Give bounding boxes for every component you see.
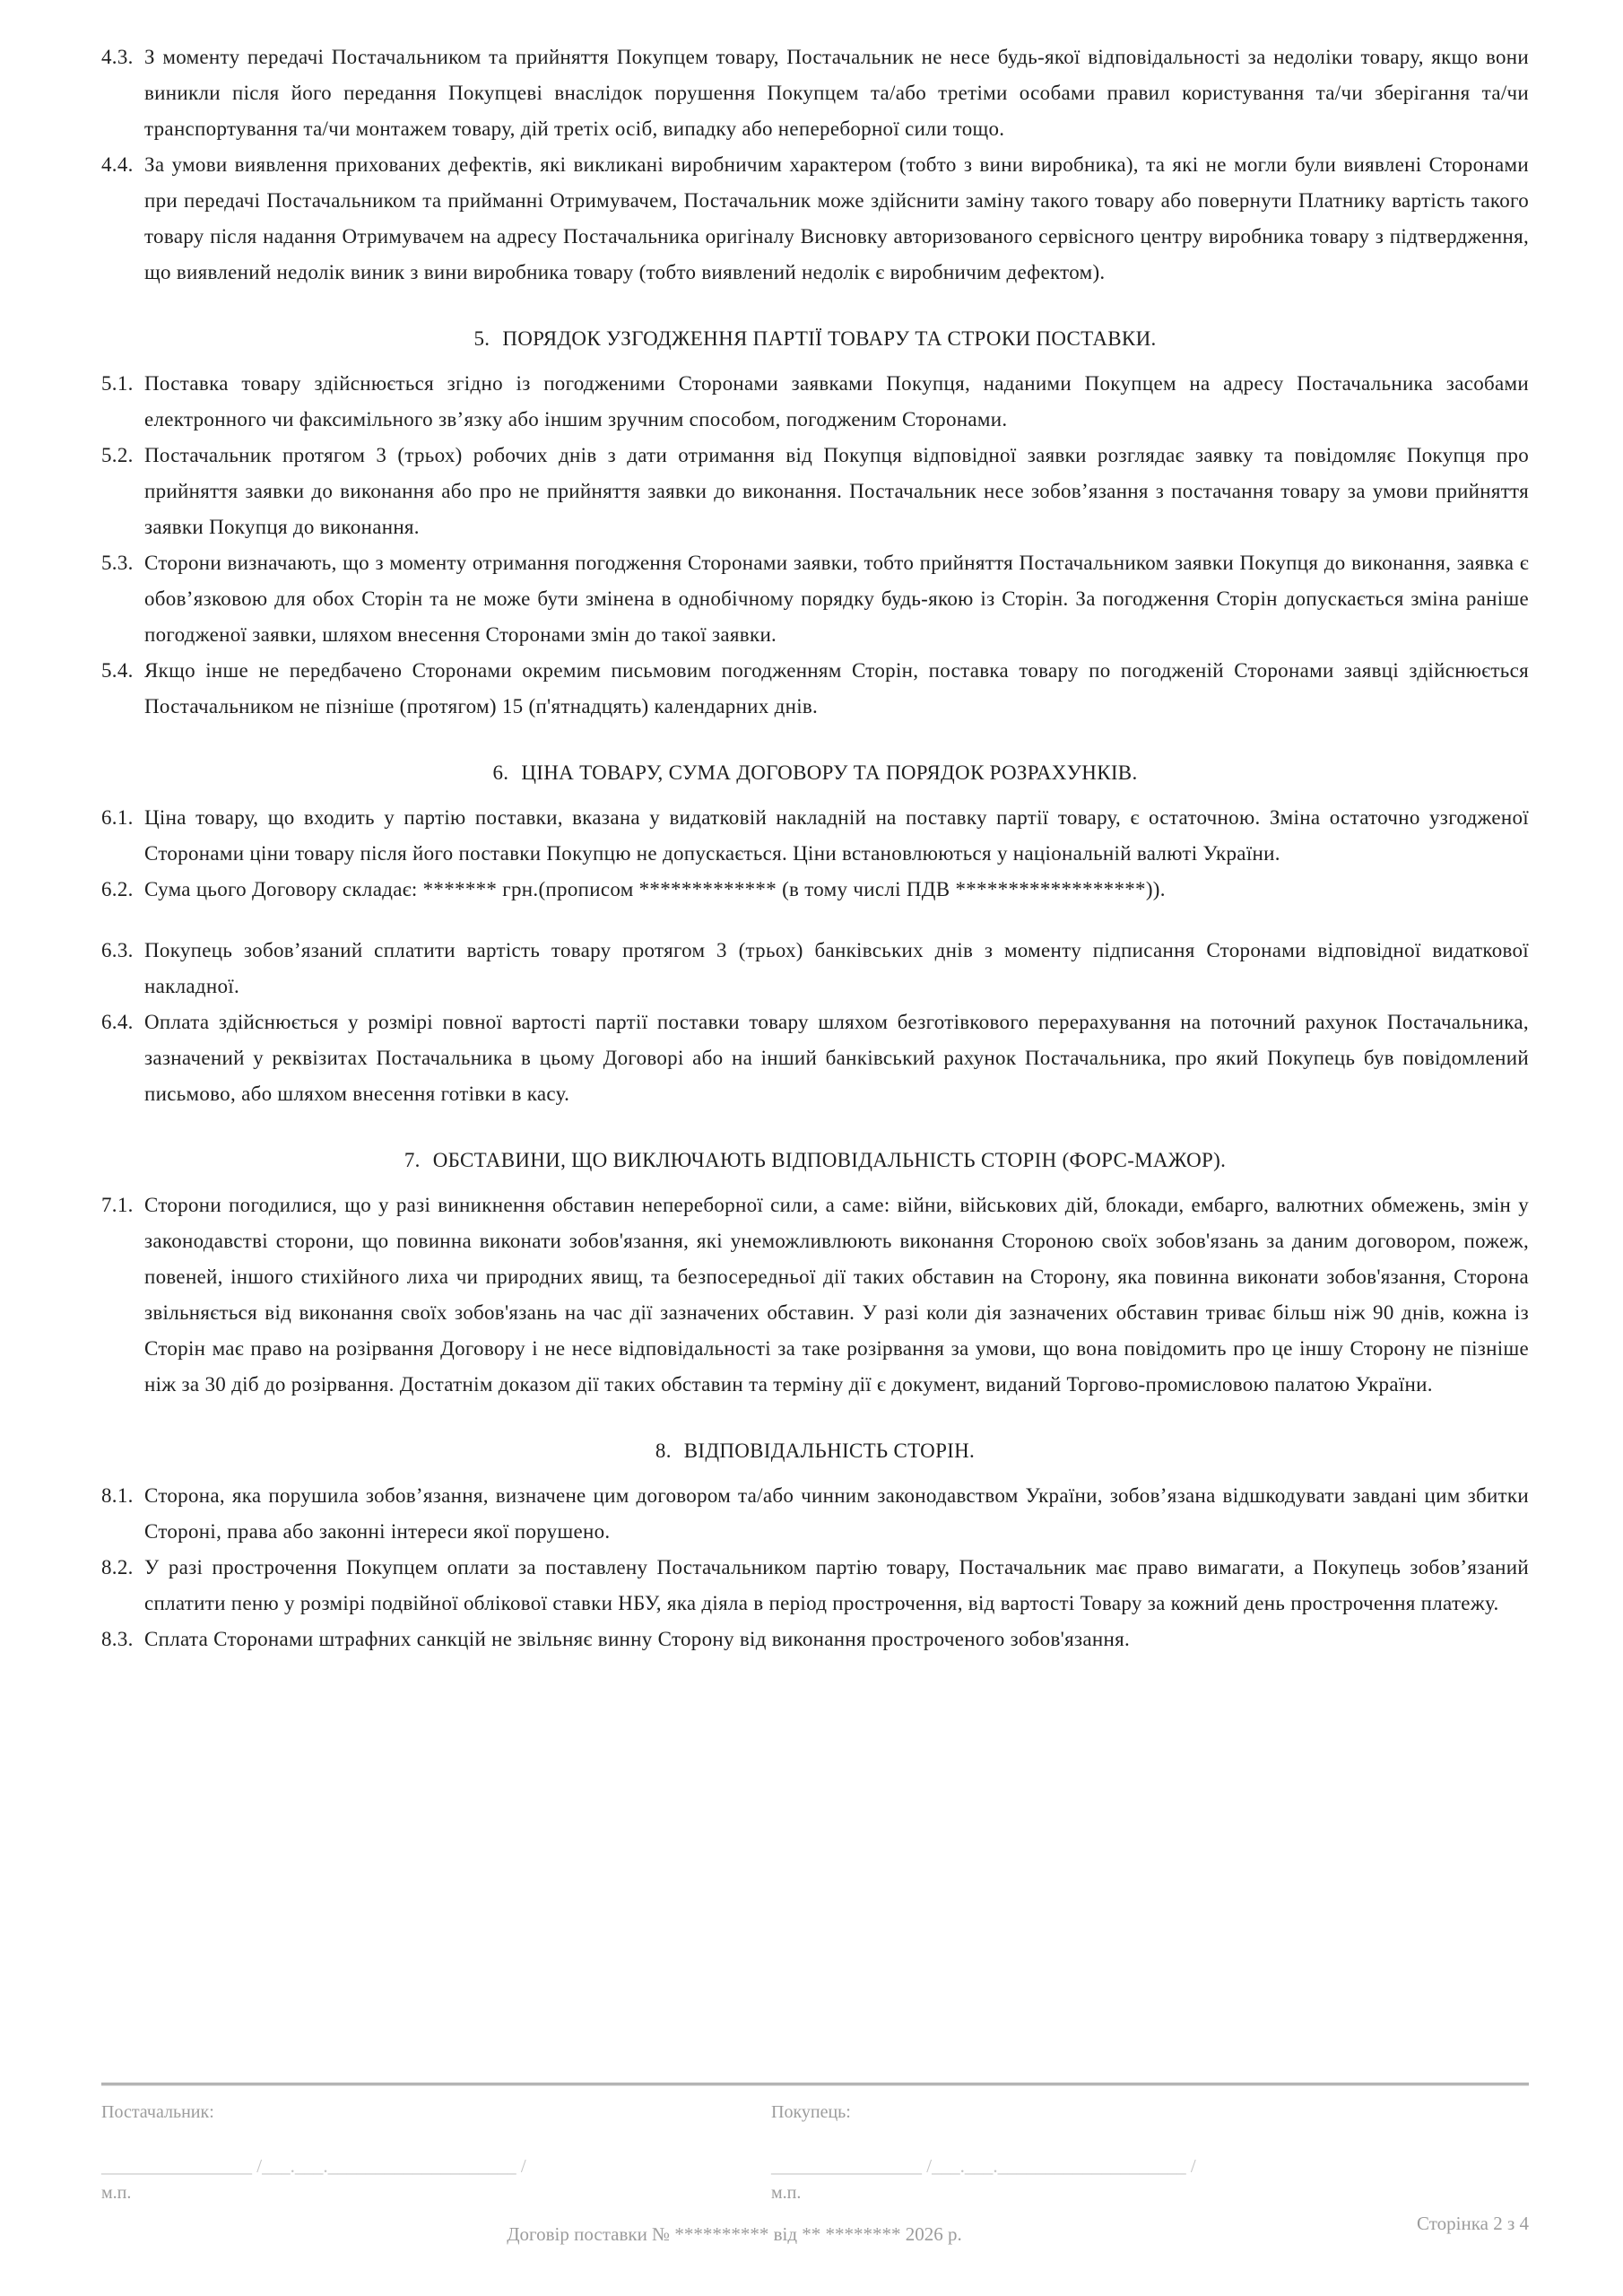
clause-number: 8.2.	[101, 1556, 134, 1578]
footer-meta	[101, 2213, 1529, 2246]
section-title: ОБСТАВИНИ, ЩО ВИКЛЮЧАЮТЬ ВІДПОВІДАЛЬНІСТЬ СТОРІН (ФОРС-МАЖОР).	[432, 1149, 1227, 1171]
clause-text: Сторони погодилися, що у разі виникнення обставин непереборної сили, а саме: війни, військових дій, блокади, ембарго, валютних обмежень, змін у законодавстві сторони, що повинна виконати зобов'язання, які унеможливлюють виконання Стороною своїх зобов'язань за даним договором, пожеж, повеней, іншого стихійного лиха чи природних явищ, та безпосередньої дії таких обставин на Сторону, яка повинна виконати зобов'язання, Сторона звільняється від виконання своїх зобов'язань на час дії зазначених обставин. У разі коли дія зазначених обставин триває більш ніж 90 днів, кожна із Сторін має право на розірвання Договору і не несе відповідальності за таке розірвання за умови, що вона повідомить про це іншу Сторону не пізніше ніж за 30 діб до розірвання. Достатнім доказом дії таких обставин та терміну дії є документ, виданий Торгово-промисловою палатою України.	[144, 1194, 1529, 1396]
clause-5-1	[101, 366, 1529, 438]
clause-5-2	[101, 438, 1529, 545]
buyer-signature-block	[771, 2100, 1529, 2205]
section-7-heading	[101, 1143, 1529, 1178]
clause-7-1	[101, 1187, 1529, 1403]
clause-number: 7.1.	[101, 1194, 134, 1216]
clause-text: Сума цього Договору складає: ******* грн.(прописом ************* (в тому числі ПДВ ******************)).	[144, 878, 1166, 900]
clause-text: З моменту передачі Постачальником та прийняття Покупцем товару, Постачальник не несе будь-якої відповідальності за недоліки товару, якщо вони виникли після його передання Покупцеві внаслідок порушення Покупцем та/або третіми особами правил користування та/чи зберігання та/чи транспортування та/чи монтажем товару, дій третіх осіб, випадку або непереборної сили тощо.	[144, 46, 1529, 140]
clause-8-1	[101, 1478, 1529, 1550]
section-title: ЦІНА ТОВАРУ, СУМА ДОГОВОРУ ТА ПОРЯДОК РОЗРАХУНКІВ.	[521, 761, 1138, 784]
clause-number: 5.1.	[101, 372, 134, 395]
clause-number: 6.2.	[101, 878, 134, 900]
clause-number: 4.4.	[101, 153, 134, 176]
clause-8-3	[101, 1622, 1529, 1657]
supplier-label: Постачальник:	[101, 2102, 214, 2122]
clause-number: 8.3.	[101, 1628, 134, 1650]
clause-text: Якщо інше не передбачено Сторонами окремим письмовим погодженням Сторін, поставка товару по погодженій Сторонами заявці здійснюється Постачальником не пізніше (протягом) 15 (п'ятнадцять) календарних днів.	[144, 659, 1529, 718]
clause-number: 6.1.	[101, 806, 134, 829]
clause-6-3	[101, 933, 1529, 1004]
clause-number: 5.4.	[101, 659, 134, 682]
section-5-heading	[101, 321, 1529, 357]
buyer-signature-line: ________________ /___.___.____________________ /	[771, 2155, 1196, 2177]
clause-text: Сторони визначають, що з моменту отримання погодження Сторонами заявки, тобто прийняття Постачальником заявки Покупця до виконання, заявка є обов’язковою для обох Сторін та не може бути змінена в однобічному порядку будь-якою із Сторін. За погодження Сторін допускається зміна раніше погодженої заявки, шляхом внесення Сторонами змін до такої заявки.	[144, 552, 1529, 646]
clause-5-3	[101, 545, 1529, 653]
clause-text: Покупець зобов’язаний сплатити вартість товару протягом 3 (трьох) банківських днів з моменту підписання Сторонами відповідної видаткової накладної.	[144, 939, 1529, 997]
clause-text: Сторона, яка порушила зобов’язання, визначене цим договором та/або чинним законодавством України, зобов’язана відшкодувати завдані цим збитки Стороні, права або законні інтереси якої порушено.	[144, 1484, 1529, 1543]
section-8-heading	[101, 1433, 1529, 1469]
page-indicator: Сторінка 2 з 4	[1417, 2213, 1529, 2234]
section-number: 8.	[655, 1439, 672, 1462]
clause-5-4	[101, 653, 1529, 725]
clause-8-2	[101, 1550, 1529, 1622]
clause-text: Постачальник протягом 3 (трьох) робочих днів з дати отримання від Покупця відповідної заявки розглядає заявку та повідомляє Покупця про прийняття заявки до виконання або про не прийняття заявки до виконання. Постачальник несе зобов’язання з постачання товару за умови прийняття заявки Покупця до виконання.	[144, 444, 1529, 538]
clause-number: 6.3.	[101, 939, 134, 961]
clause-text: Сплата Сторонами штрафних санкцій не звільняє винну Сторону від виконання простроченого зобов'язання.	[144, 1628, 1131, 1650]
clause-text: За умови виявлення прихованих дефектів, які викликані виробничим характером (тобто з вини виробника), та які не могли були виявлені Сторонами при передачі Постачальником та прийманні Отримувачем, Постачальник може здійснити заміну такого товару або повернути Платнику вартість такого товару після надання Отримувачем на адресу Постачальника оригіналу Висновку авторизованого сервісного центру виробника товару з підтвердження, що виявлений недолік виник з вини виробника товару (тобто виявлений недолік є виробничим дефектом).	[144, 153, 1529, 283]
page-footer	[101, 2083, 1529, 2246]
clause-number: 5.3.	[101, 552, 134, 574]
section-title: ВІДПОВІДАЛЬНІСТЬ СТОРІН.	[683, 1439, 976, 1462]
clause-text: У разі прострочення Покупцем оплати за поставлену Постачальником партію товару, Постачальник має право вимагати, а Покупець зобов’язаний сплатити пеню у розмірі подвійної облікової ставки НБУ, яка діяла в період прострочення, від вартості Товару за кожний день прострочення платежу.	[144, 1556, 1529, 1614]
buyer-label: Покупець:	[771, 2102, 851, 2122]
contract-body	[101, 39, 1529, 1657]
clause-number: 6.4.	[101, 1011, 134, 1033]
clause-text: Поставка товару здійснюється згідно із погодженими Сторонами заявками Покупця, наданими Покупцем на адресу Постачальника засобами електронного чи факсимільного зв’язку або іншим зручним способом, погодженим Сторонами.	[144, 372, 1529, 430]
footer-divider	[101, 2083, 1529, 2086]
clause-6-4	[101, 1004, 1529, 1112]
section-number: 5.	[473, 327, 490, 350]
clause-number: 4.3.	[101, 46, 134, 68]
supplier-signature-block	[101, 2100, 771, 2205]
section-6-heading	[101, 755, 1529, 791]
supplier-signature-line: ________________ /___.___.____________________ /	[101, 2155, 526, 2177]
section-title: ПОРЯДОК УЗГОДЖЕННЯ ПАРТІЇ ТОВАРУ ТА СТРОКИ ПОСТАВКИ.	[502, 327, 1157, 350]
clause-4-4	[101, 147, 1529, 291]
document-reference: Договір поставки № ********** від ** ******** 2026 р.	[507, 2223, 962, 2245]
signature-columns	[101, 2100, 1529, 2205]
supplier-stamp-label: м.п.	[101, 2183, 132, 2203]
section-number: 7.	[404, 1149, 421, 1171]
clause-6-1	[101, 800, 1529, 872]
clause-number: 5.2.	[101, 444, 134, 466]
clause-text: Оплата здійснюється у розмірі повної вартості партії поставки товару шляхом безготівкового перерахування на поточний рахунок Постачальника, зазначений у реквізитах Постачальника в цьому Договорі або на інший банківський рахунок Постачальника, про який Покупець був повідомлений письмово, або шляхом внесення готівки в касу.	[144, 1011, 1529, 1105]
buyer-stamp-label: м.п.	[771, 2183, 802, 2203]
clause-text: Ціна товару, що входить у партію поставки, вказана у видатковій накладній на поставку партії товару, є остаточною. Зміна остаточно узгодженої Сторонами ціни товару після його поставки Покупцю не допускається. Ціни встановлюються у національній валюті України.	[144, 806, 1529, 865]
clause-number: 8.1.	[101, 1484, 134, 1507]
clause-4-3	[101, 39, 1529, 147]
clause-6-2	[101, 872, 1529, 908]
section-number: 6.	[492, 761, 509, 784]
